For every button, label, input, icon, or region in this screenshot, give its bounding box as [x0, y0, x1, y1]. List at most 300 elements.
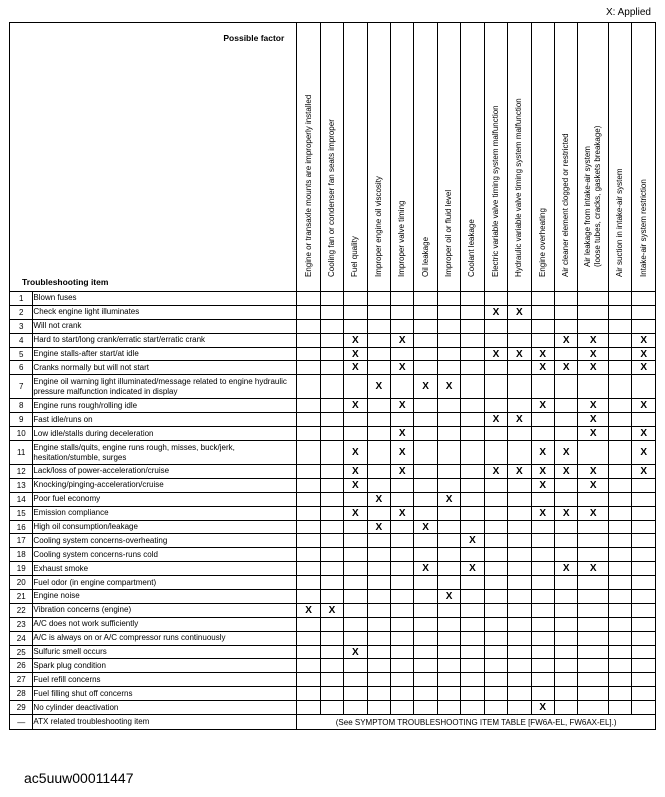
empty-cell [297, 673, 320, 687]
empty-cell [531, 576, 554, 590]
empty-cell [367, 673, 390, 687]
empty-cell [391, 319, 414, 333]
empty-cell [320, 673, 343, 687]
empty-cell [554, 292, 577, 306]
empty-cell [461, 645, 484, 659]
empty-cell [632, 659, 656, 673]
applied-mark: X [508, 305, 531, 319]
empty-cell [608, 465, 631, 479]
table-row [10, 590, 656, 604]
factor-label: Coolant leakage [467, 219, 477, 277]
applied-mark: X [344, 347, 367, 361]
empty-cell [608, 375, 631, 399]
applied-mark: X [367, 375, 390, 399]
empty-cell [320, 427, 343, 441]
empty-cell [391, 534, 414, 548]
empty-cell [632, 590, 656, 604]
empty-cell [484, 631, 507, 645]
empty-cell [632, 631, 656, 645]
applied-mark: X [391, 333, 414, 347]
empty-cell [367, 687, 390, 701]
empty-cell [531, 631, 554, 645]
empty-cell [414, 465, 437, 479]
empty-cell [297, 375, 320, 399]
factor-header [508, 23, 531, 292]
factor-label: Air leakage from intake-air system (loose tubes, cracks, gaskets breakage) [583, 125, 603, 267]
applied-mark: X [554, 441, 577, 465]
applied-mark: X [484, 465, 507, 479]
row-number: 27 [10, 673, 33, 687]
empty-cell [297, 413, 320, 427]
empty-cell [578, 576, 609, 590]
empty-cell [367, 603, 390, 617]
empty-cell [320, 478, 343, 492]
empty-cell [320, 465, 343, 479]
empty-cell [608, 520, 631, 534]
empty-cell [554, 659, 577, 673]
empty-cell [320, 687, 343, 701]
empty-cell [484, 441, 507, 465]
table-row [10, 520, 656, 534]
empty-cell [484, 427, 507, 441]
table-row [10, 617, 656, 631]
empty-cell [414, 590, 437, 604]
applied-mark: X [531, 465, 554, 479]
empty-cell [554, 603, 577, 617]
table-row [10, 465, 656, 479]
table-row [10, 645, 656, 659]
factor-label: Electric variable valve timing system malfunction [490, 105, 500, 277]
empty-cell [391, 492, 414, 506]
empty-cell [414, 399, 437, 413]
empty-cell [391, 562, 414, 576]
empty-cell [578, 645, 609, 659]
empty-cell [608, 603, 631, 617]
row-item-label: Emission compliance [33, 506, 297, 520]
empty-cell [437, 305, 460, 319]
empty-cell [632, 617, 656, 631]
empty-cell [554, 590, 577, 604]
empty-cell [508, 590, 531, 604]
row-item-label: Poor fuel economy [33, 492, 297, 506]
empty-cell [554, 701, 577, 715]
row-item-label: Engine noise [33, 590, 297, 604]
table-row [10, 399, 656, 413]
empty-cell [297, 548, 320, 562]
empty-cell [484, 319, 507, 333]
empty-cell [531, 659, 554, 673]
empty-cell [578, 548, 609, 562]
empty-cell [461, 478, 484, 492]
empty-cell [508, 701, 531, 715]
empty-cell [531, 305, 554, 319]
troubleshooting-table [9, 22, 656, 730]
empty-cell [484, 548, 507, 562]
empty-cell [461, 506, 484, 520]
empty-cell [437, 603, 460, 617]
applied-mark: X [531, 361, 554, 375]
empty-cell [344, 562, 367, 576]
empty-cell [367, 333, 390, 347]
empty-cell [320, 520, 343, 534]
empty-cell [367, 534, 390, 548]
factor-header [531, 23, 554, 292]
applied-mark: X [414, 375, 437, 399]
empty-cell [367, 478, 390, 492]
table-row [10, 506, 656, 520]
applied-mark: X [632, 399, 656, 413]
empty-cell [531, 492, 554, 506]
empty-cell [608, 478, 631, 492]
empty-cell [632, 478, 656, 492]
empty-cell [437, 520, 460, 534]
applied-mark: X [632, 361, 656, 375]
row-item-label: Fuel filling shut off concerns [33, 687, 297, 701]
empty-cell [578, 603, 609, 617]
applied-mark: X [437, 375, 460, 399]
empty-cell [297, 687, 320, 701]
applied-mark: X [344, 361, 367, 375]
row-item-label: Engine stalls-after start/at idle [33, 347, 297, 361]
applied-mark: X [531, 347, 554, 361]
factor-label: Engine or transaxle mounts are improperly installed [303, 94, 313, 277]
empty-cell [484, 687, 507, 701]
empty-cell [578, 673, 609, 687]
table-row [10, 576, 656, 590]
empty-cell [437, 659, 460, 673]
empty-cell [508, 562, 531, 576]
empty-cell [344, 427, 367, 441]
empty-cell [608, 319, 631, 333]
empty-cell [508, 319, 531, 333]
empty-cell [437, 562, 460, 576]
empty-cell [437, 673, 460, 687]
factor-label: Intake-air system restriction [638, 179, 648, 277]
row-item-label: Exhaust smoke [33, 562, 297, 576]
empty-cell [344, 659, 367, 673]
empty-cell [414, 548, 437, 562]
row-item-label: A/C is always on or A/C compressor runs continuously [33, 631, 297, 645]
empty-cell [367, 631, 390, 645]
empty-cell [554, 687, 577, 701]
row-number: 20 [10, 576, 33, 590]
factor-header [632, 23, 656, 292]
empty-cell [461, 333, 484, 347]
empty-cell [320, 361, 343, 375]
empty-cell [484, 375, 507, 399]
empty-cell [461, 413, 484, 427]
table-row [10, 548, 656, 562]
empty-cell [508, 292, 531, 306]
empty-cell [297, 478, 320, 492]
factor-header [414, 23, 437, 292]
applied-mark: X [391, 465, 414, 479]
empty-cell [632, 603, 656, 617]
empty-cell [484, 617, 507, 631]
empty-cell [367, 576, 390, 590]
row-number: 9 [10, 413, 33, 427]
empty-cell [461, 399, 484, 413]
empty-cell [632, 305, 656, 319]
empty-cell [297, 361, 320, 375]
row-item-label: Will not crank [33, 319, 297, 333]
empty-cell [414, 347, 437, 361]
empty-cell [531, 375, 554, 399]
empty-cell [531, 520, 554, 534]
empty-cell [531, 548, 554, 562]
empty-cell [484, 590, 507, 604]
empty-cell [484, 534, 507, 548]
empty-cell [320, 548, 343, 562]
empty-cell [461, 701, 484, 715]
empty-cell [414, 659, 437, 673]
empty-cell [367, 292, 390, 306]
empty-cell [414, 361, 437, 375]
table-row [10, 375, 656, 399]
empty-cell [461, 631, 484, 645]
empty-cell [367, 701, 390, 715]
applied-mark: X [508, 413, 531, 427]
empty-cell [437, 399, 460, 413]
applied-mark: X [391, 506, 414, 520]
empty-cell [297, 399, 320, 413]
empty-cell [320, 590, 343, 604]
row-number: 13 [10, 478, 33, 492]
empty-cell [531, 673, 554, 687]
empty-cell [344, 534, 367, 548]
empty-cell [484, 292, 507, 306]
figure-code: ac5uuw00011447 [24, 770, 134, 786]
empty-cell [531, 319, 554, 333]
row-number: 29 [10, 701, 33, 715]
empty-cell [608, 347, 631, 361]
empty-cell [391, 687, 414, 701]
empty-cell [391, 548, 414, 562]
factor-header [608, 23, 631, 292]
empty-cell [461, 603, 484, 617]
applied-mark: X [578, 506, 609, 520]
empty-cell [344, 520, 367, 534]
empty-cell [508, 506, 531, 520]
empty-cell [531, 687, 554, 701]
table-row [10, 319, 656, 333]
empty-cell [344, 701, 367, 715]
empty-cell [484, 399, 507, 413]
applied-mark: X [632, 441, 656, 465]
empty-cell [484, 659, 507, 673]
empty-cell [554, 399, 577, 413]
empty-cell [578, 687, 609, 701]
empty-cell [531, 603, 554, 617]
applied-mark: X [461, 562, 484, 576]
empty-cell [367, 399, 390, 413]
empty-cell [297, 645, 320, 659]
empty-cell [632, 645, 656, 659]
empty-cell [578, 305, 609, 319]
empty-cell [344, 492, 367, 506]
applied-mark: X [554, 333, 577, 347]
empty-cell [484, 562, 507, 576]
troubleshooting-item-heading: Troubleshooting item [22, 277, 109, 287]
empty-cell [320, 534, 343, 548]
empty-cell [531, 562, 554, 576]
applied-mark: X [320, 603, 343, 617]
row-item-label: High oil consumption/leakage [33, 520, 297, 534]
empty-cell [608, 292, 631, 306]
empty-cell [297, 659, 320, 673]
empty-cell [437, 687, 460, 701]
empty-cell [320, 562, 343, 576]
empty-cell [320, 413, 343, 427]
table-row [10, 701, 656, 715]
empty-cell [320, 492, 343, 506]
empty-cell [320, 631, 343, 645]
row-item-label: ATX related troubleshooting item [33, 715, 297, 730]
empty-cell [608, 441, 631, 465]
row-item-label: Engine runs rough/rolling idle [33, 399, 297, 413]
empty-cell [608, 506, 631, 520]
empty-cell [484, 506, 507, 520]
empty-cell [632, 319, 656, 333]
empty-cell [297, 506, 320, 520]
row-item-label: Engine stalls/quits, engine runs rough, misses, buck/jerk, hesitation/stumble, surges [33, 441, 297, 465]
row-item-label: Cranks normally but will not start [33, 361, 297, 375]
empty-cell [367, 645, 390, 659]
applied-mark: X [344, 399, 367, 413]
empty-cell [391, 590, 414, 604]
empty-cell [437, 347, 460, 361]
empty-cell [632, 701, 656, 715]
empty-cell [437, 319, 460, 333]
empty-cell [578, 701, 609, 715]
empty-cell [608, 399, 631, 413]
header-row [10, 23, 656, 292]
empty-cell [320, 506, 343, 520]
empty-cell [461, 548, 484, 562]
empty-cell [461, 427, 484, 441]
empty-cell [297, 427, 320, 441]
empty-cell [608, 333, 631, 347]
applied-mark: X [344, 506, 367, 520]
empty-cell [578, 492, 609, 506]
row-item-label: No cylinder deactivation [33, 701, 297, 715]
applied-mark: X [632, 427, 656, 441]
empty-cell [320, 645, 343, 659]
applied-mark: X [437, 492, 460, 506]
atx-reference-note: (See SYMPTOM TROUBLESHOOTING ITEM TABLE [FW6A-EL, FW6AX-EL].) [297, 715, 656, 730]
empty-cell [437, 534, 460, 548]
applied-mark: X [391, 427, 414, 441]
applied-mark: X [554, 361, 577, 375]
empty-cell [508, 375, 531, 399]
empty-cell [367, 548, 390, 562]
empty-cell [508, 659, 531, 673]
table-body [10, 292, 656, 730]
empty-cell [320, 347, 343, 361]
applied-mark: X [578, 465, 609, 479]
row-item-label: Vibration concerns (engine) [33, 603, 297, 617]
empty-cell [632, 534, 656, 548]
empty-cell [461, 673, 484, 687]
empty-cell [320, 333, 343, 347]
empty-cell [578, 617, 609, 631]
empty-cell [297, 576, 320, 590]
empty-cell [414, 305, 437, 319]
empty-cell [484, 701, 507, 715]
empty-cell [437, 427, 460, 441]
empty-cell [608, 687, 631, 701]
row-item-label: Cooling system concerns-runs cold [33, 548, 297, 562]
applied-mark: X [297, 603, 320, 617]
empty-cell [344, 548, 367, 562]
empty-cell [508, 687, 531, 701]
empty-cell [632, 506, 656, 520]
empty-cell [414, 631, 437, 645]
applied-mark: X [578, 413, 609, 427]
row-item-label: Blown fuses [33, 292, 297, 306]
empty-cell [297, 292, 320, 306]
empty-cell [461, 617, 484, 631]
applied-mark: X [508, 347, 531, 361]
empty-cell [508, 492, 531, 506]
row-item-label: Cooling system concerns-overheating [33, 534, 297, 548]
empty-cell [437, 465, 460, 479]
applied-mark: X [414, 562, 437, 576]
table-row [10, 492, 656, 506]
empty-cell [320, 399, 343, 413]
empty-cell [608, 631, 631, 645]
empty-cell [437, 478, 460, 492]
empty-cell [554, 617, 577, 631]
applied-mark: X [484, 347, 507, 361]
row-number: 10 [10, 427, 33, 441]
empty-cell [461, 492, 484, 506]
applied-mark: X [367, 492, 390, 506]
empty-cell [367, 506, 390, 520]
empty-cell [461, 347, 484, 361]
empty-cell [461, 441, 484, 465]
empty-cell [297, 534, 320, 548]
empty-cell [508, 548, 531, 562]
empty-cell [414, 673, 437, 687]
empty-cell [320, 701, 343, 715]
empty-cell [414, 506, 437, 520]
empty-cell [461, 687, 484, 701]
applied-mark: X [554, 506, 577, 520]
empty-cell [632, 548, 656, 562]
empty-cell [484, 603, 507, 617]
empty-cell [391, 576, 414, 590]
applied-mark: X [391, 441, 414, 465]
empty-cell [437, 292, 460, 306]
empty-cell [297, 590, 320, 604]
applied-mark: X [578, 347, 609, 361]
empty-cell [608, 305, 631, 319]
empty-cell [608, 673, 631, 687]
empty-cell [414, 576, 437, 590]
empty-cell [508, 645, 531, 659]
row-number: 15 [10, 506, 33, 520]
empty-cell [414, 441, 437, 465]
applied-mark: X [531, 701, 554, 715]
empty-cell [320, 319, 343, 333]
empty-cell [554, 427, 577, 441]
applied-mark: X [632, 347, 656, 361]
applied-mark: X [578, 427, 609, 441]
empty-cell [437, 645, 460, 659]
empty-cell [297, 492, 320, 506]
empty-cell [414, 534, 437, 548]
